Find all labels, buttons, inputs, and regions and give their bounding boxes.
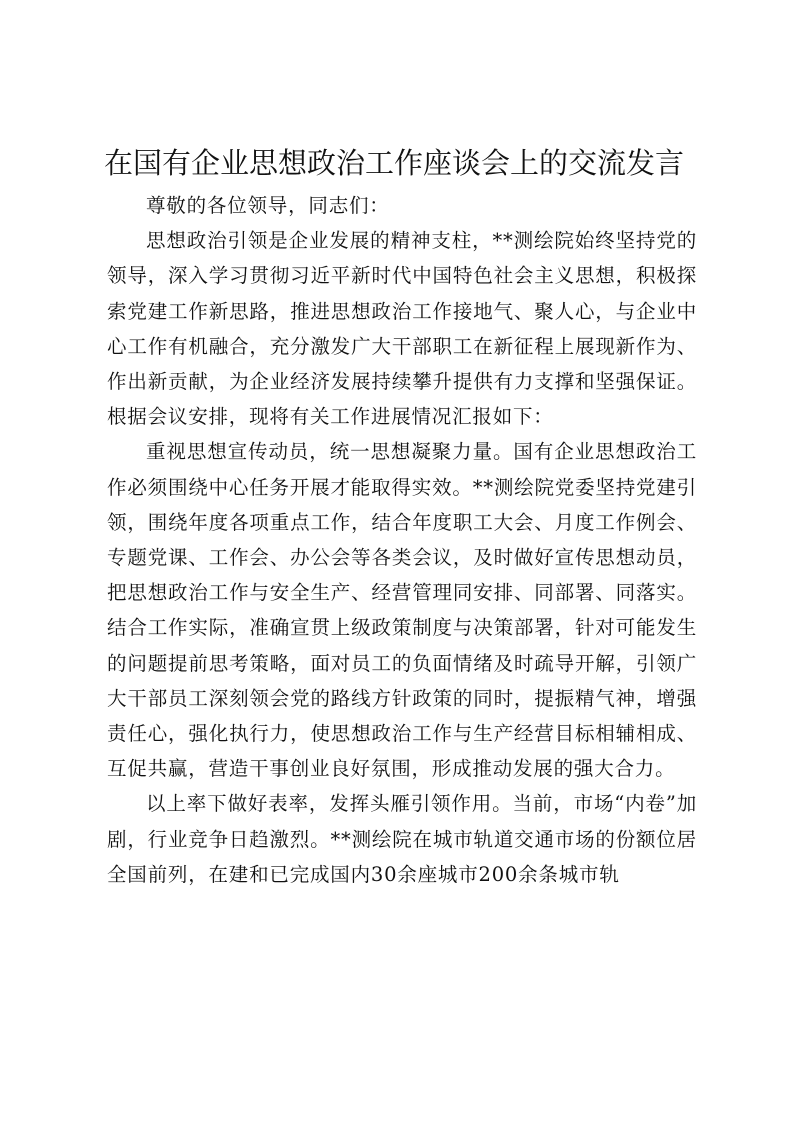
body-paragraph: 重视思想宣传动员，统一思想凝聚力量。国有企业思想政治工作必须围绕中心任务开展才能取得实效。**测绘院党委坚持党建引领，围绕年度各项重点工作，结合年度职工大会、月度工作例会、专题党课、工作会、办公会等各类会议，及时做好宣传思想动员，把思想政治工作与安全生产、经营管理同安排、同部署、同落实。结合工作实际，准确宣贯上级政策制度与决策部署，针对可能发生的问题提前思考策略，面对员工的负面情绪及时疏导开解，引领广大干部员工深刻领会党的路线方针政策的同时，提振精气神，增强责任心，强化执行力，使思想政治工作与生产经营目标相辅相成、互促共赢，营造干事创业良好氛围，形成推动发展的强大合力。 <box>107 440 697 781</box>
body-paragraph: 以上率下做好表率，发挥头雁引领作用。当前，市场“内卷”加剧，行业竞争日趋激烈。**测绘院在城市轨道交通市场的份额位居全国前列，在建和已完成国内30余座城市200余条城市轨 <box>107 792 697 886</box>
document-title: 在国有企业思想政治工作座谈会上的交流发言 <box>104 146 685 180</box>
salutation-paragraph: 尊敬的各位领导，同志们： <box>146 194 390 217</box>
body-paragraph: 思想政治引领是企业发展的精神支柱，**测绘院始终坚持党的领导，深入学习贯彻习近平新时代中国特色社会主义思想，积极探索党建工作新思路，推进思想政治工作接地气、聚人心，与企业中心工作有机融合，充分激发广大干部职工在新征程上展现新作为、作出新贡献，为企业经济发展持续攀升提供有力支撑和坚强保证。根据会议安排，现将有关工作进展情况汇报如下： <box>107 229 697 429</box>
document-body <box>107 188 697 892</box>
